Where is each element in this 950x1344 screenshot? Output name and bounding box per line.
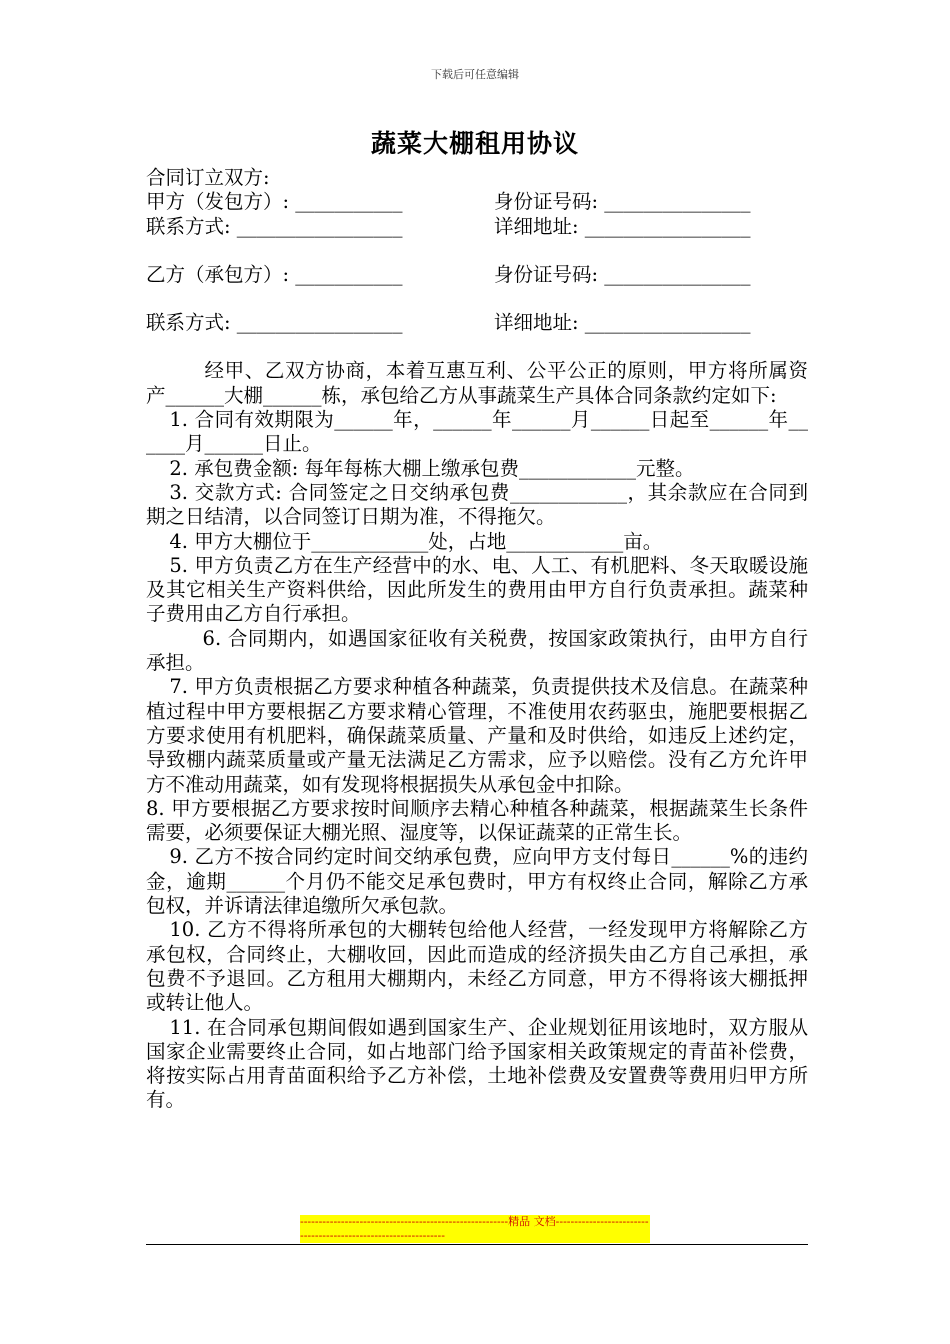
party-b-address-field: 详细地址: _________________ bbox=[494, 311, 751, 335]
party-b-field: 乙方（承包方）: ___________ bbox=[146, 262, 403, 286]
party-b-contact-field: 联系方式: _________________ bbox=[146, 311, 403, 335]
header-note: 下载后可任意编辑 bbox=[431, 68, 519, 81]
clause-5: 5. 甲方负责乙方在生产经营中的水、电、人工、有机肥料、冬天取暖设施及其它相关生产资料供给，因此所发生的费用由甲方自行负责承担。蔬菜种子费用由乙方自行承担。 bbox=[146, 553, 808, 626]
clause-11: 11. 在合同承包期间假如遇到国家生产、企业规划征用该地时，双方服从国家企业需要终止合同，如占地部门给予国家相关政策规定的青苗补偿费，将按实际占用青苗面积给予乙方补偿，土地补偿费及安置费等费用归甲方所有。 bbox=[146, 1015, 808, 1112]
clause-6: 6. 合同期内，如遇国家征收有关税费，按国家政策执行，由甲方自行承担。 bbox=[146, 626, 808, 675]
party-b-id-field: 身份证号码: _______________ bbox=[494, 262, 751, 286]
document-body bbox=[146, 166, 808, 1113]
clause-3: 3. 交款方式: 合同签定之日交纳承包费____________，其余款应在合同到期之日结清，以合同签订日期为准，不得拖欠。 bbox=[146, 480, 808, 529]
party-a-row bbox=[146, 190, 808, 214]
footer-stamp: --------------------------------------------------------精品 文档---------------------------------------------------------------- bbox=[300, 1215, 649, 1242]
party-a-contact-field: 联系方式: _________________ bbox=[146, 214, 403, 238]
clause-10: 10. 乙方不得将所承包的大棚转包给他人经营，一经发现甲方将解除乙方承包权，合同终止，大棚收回，因此而造成的经济损失由乙方自己承担，承包费不予退回。乙方租用大棚期内，未经乙方同意，甲方不得将该大棚抵押或转让他人。 bbox=[146, 918, 808, 1015]
intro-paragraph: 经甲、乙双方协商，本着互惠互利、公平公正的原则，甲方将所属资产______大棚______栋，承包给乙方从事蔬菜生产具体合同条款约定如下: bbox=[146, 359, 808, 407]
clause-9: 9. 乙方不按合同约定时间交纳承包费，应向甲方支付每日______%的违约金，逾期______个月仍不能交足承包费时，甲方有权终止合同，解除乙方承包权，并诉请法律追缴所欠承包款。 bbox=[146, 845, 808, 918]
clause-2: 2. 承包费金额: 每年每栋大棚上缴承包费____________元整。 bbox=[169, 456, 695, 480]
clause-4: 4. 甲方大棚位于____________处，占地____________亩。 bbox=[169, 529, 663, 553]
party-a-field: 甲方（发包方）: ___________ bbox=[146, 190, 403, 214]
party-a-address-field: 详细地址: _________________ bbox=[494, 214, 751, 238]
party-a-contact-row bbox=[146, 215, 808, 239]
clause-1: 1. 合同有效期限为______年，______年______月______日起至______年______月______日止。 bbox=[146, 408, 808, 456]
clause-8: 8. 甲方要根据乙方要求按时间顺序去精心种植各种蔬菜，根据蔬菜生长条件需要，必须要保证大棚光照、湿度等，以保证蔬菜的正常生长。 bbox=[146, 796, 808, 845]
parties-intro: 合同订立双方: bbox=[146, 166, 270, 189]
clause-7: 7. 甲方负责根据乙方要求种植各种蔬菜，负责提供技术及信息。在蔬菜种植过程中甲方要根据乙方要求精心管理，不准使用农药驱虫，施肥要根据乙方要求使用有机肥料，确保蔬菜质量、产量和及时供给，如违反上述约定，导致棚内蔬菜质量或产量无法满足乙方需求，应予以赔偿。没有乙方允许甲方不准动用蔬菜，如有发现将根据损失从承包金中扣除。 bbox=[146, 675, 808, 796]
party-b-row bbox=[146, 263, 808, 287]
footer-divider bbox=[146, 1244, 808, 1245]
document-title: 蔬菜大棚租用协议 bbox=[370, 129, 579, 158]
party-a-id-field: 身份证号码: _______________ bbox=[494, 190, 751, 214]
party-b-contact-row bbox=[146, 311, 808, 335]
